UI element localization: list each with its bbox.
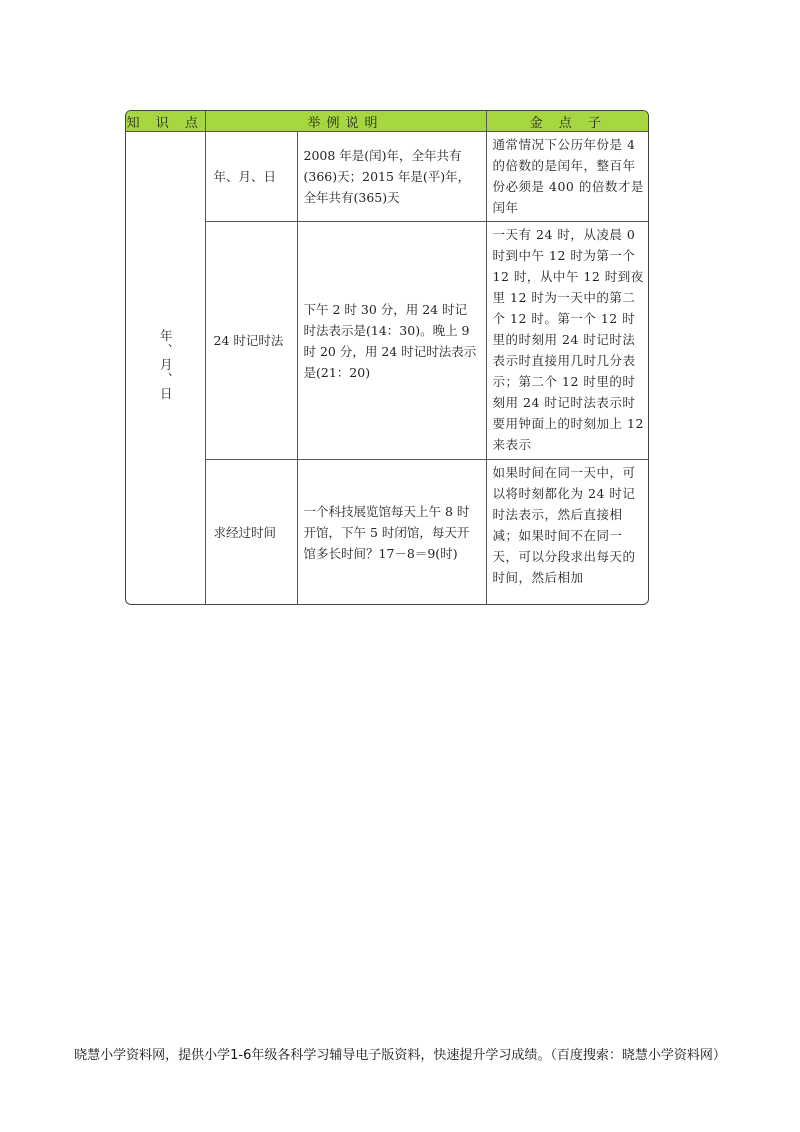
header-example: 举例说明 — [205, 111, 486, 132]
subtopic-cell: 24 时记时法 — [205, 222, 297, 460]
header-row — [126, 111, 649, 132]
footer-note: 晓慧小学资料网，提供小学1-6年级各科学习辅导电子版资料，快速提升学习成绩。（百度搜索：晓慧小学资料网） — [74, 1048, 726, 1063]
table-row — [126, 132, 649, 222]
table-row — [126, 460, 649, 606]
knowledge-table-grid — [126, 111, 649, 605]
knowledge-table — [125, 110, 649, 605]
subtopic-cell: 求经过时间 — [205, 460, 297, 606]
subtopic-cell: 年、月、日 — [205, 132, 297, 222]
tip-cell: 一天有 24 时，从凌晨 0 时到中午 12 时为第一个 12 时，从中午 12 时到夜里 12 时为一天中的第二个 12 时。第一个 12 时里的时刻用 24 时记时法表示时直接用几时几分表示；第二个 12 时里的时刻用 24 时记时法表示时要用钟面上的时刻加上 12 来表示 — [486, 222, 649, 460]
tip-cell: 如果时间在同一天中，可以将时刻都化为 24 时记时法表示，然后直接相减；如果时间不在同一天，可以分段求出每天的时间，然后相加 — [492, 465, 636, 585]
tip-cell: 通常情况下公历年份是 4 的倍数的是闰年，整百年份必须是 400 的倍数才是闰年 — [486, 132, 649, 222]
header-tips: 金 点 子 — [486, 111, 649, 132]
topic-label: 年、月、日 — [158, 329, 174, 402]
table-row — [126, 222, 649, 460]
example-cell: 2008 年是(闰)年，全年共有(366)天；2015 年是(平)年，全年共有(365)天 — [297, 132, 486, 222]
header-knowledge-point: 知 识 点 — [126, 111, 205, 132]
topic-cell — [126, 132, 205, 606]
example-cell: 下午 2 时 30 分，用 24 时记时法表示是(14：30)。晚上 9 时 20 分，用 24 时记时法表示是(21：20) — [297, 222, 486, 460]
example-cell: 一个科技展览馆每天上午 8 时开馆，下午 5 时闭馆，每天开馆多长时间？17－8＝9(时) — [297, 460, 486, 606]
